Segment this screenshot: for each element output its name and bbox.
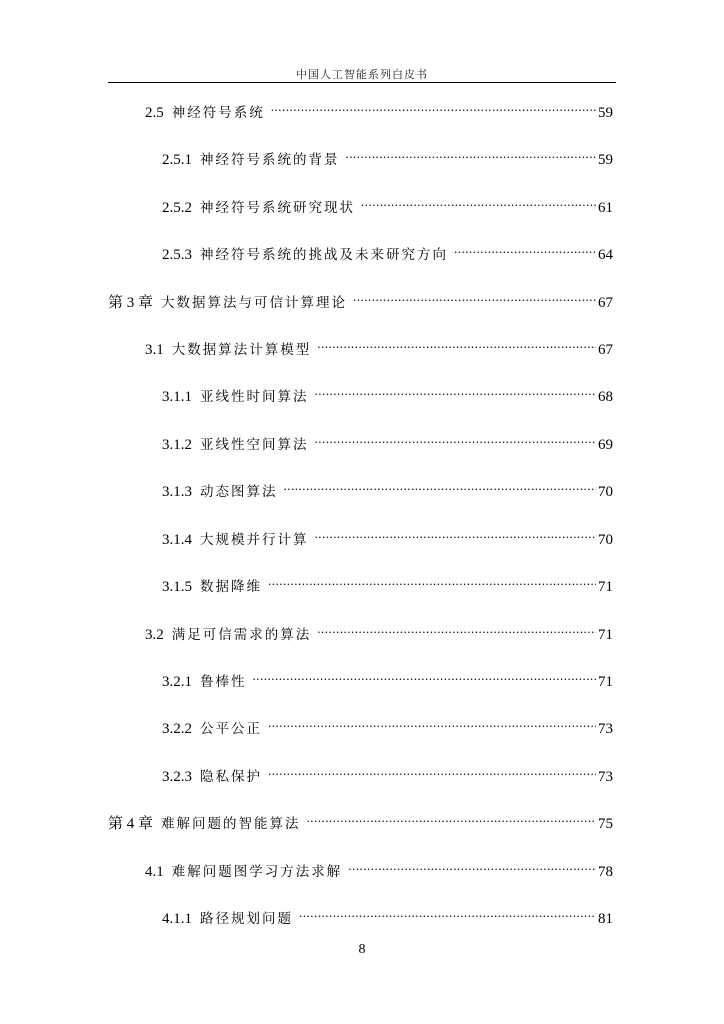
toc-entry[interactable] [145,97,613,121]
toc-entry-page: 73 [598,721,613,737]
toc-entry-title: 难解问题的智能算法 [161,816,301,832]
toc-entry-page: 69 [598,437,613,453]
toc-entry-number: 4.1.1 [162,911,192,927]
toc-dot-leader [307,808,596,828]
toc-dot-leader [315,524,597,544]
toc-entry-page: 67 [598,342,613,358]
toc-entry-title: 大数据算法与可信计算理论 [161,295,348,311]
toc-entry-title: 亚线性空间算法 [200,437,309,453]
toc-dot-leader [268,571,596,591]
toc-entry-number: 第 4 章 [108,816,154,832]
toc-entry-title: 难解问题图学习方法求解 [171,864,343,880]
toc-dot-leader [346,144,597,164]
toc-entry-page: 59 [598,105,613,121]
toc-entry-page: 81 [598,911,613,927]
toc-entry[interactable] [162,239,613,263]
toc-entry[interactable] [162,761,613,785]
toc-entry[interactable] [145,619,613,643]
toc-entry-title: 动态图算法 [200,484,278,500]
toc-entry-number: 3.1 [145,342,164,358]
toc-entry-number: 3.2.1 [162,674,192,690]
toc-entry-title: 鲁棒性 [200,674,247,690]
toc-entry-page: 59 [598,152,613,168]
toc-entry-number: 2.5.3 [162,247,192,263]
toc-entry-number: 4.1 [145,864,164,880]
running-header: 中国人工智能系列白皮书 [296,68,428,81]
toc-entry[interactable] [162,429,613,453]
toc-entry-page: 78 [598,864,613,880]
toc-entry-title: 路径规划问题 [200,911,293,927]
toc-entry-number: 3.1.3 [162,484,192,500]
toc-entry-page: 70 [598,484,613,500]
toc-entry[interactable] [162,476,613,500]
toc-entry[interactable] [108,808,613,832]
toc-entry[interactable] [162,524,613,548]
toc-entry-title: 大数据算法计算模型 [171,342,312,358]
toc-entry[interactable] [162,903,613,927]
toc-entry-number: 3.1.4 [162,532,192,548]
toc-entry[interactable] [162,571,613,595]
toc-entry-title: 神经符号系统 [171,105,265,121]
toc-dot-leader [361,192,596,212]
toc-dot-leader [315,429,597,449]
toc-entry-number: 3.1.5 [162,579,192,595]
toc-entry-title: 神经符号系统的背景 [200,152,340,168]
toc-entry-number: 2.5 [145,105,164,121]
toc-entry[interactable] [162,713,613,737]
toc-dot-leader [454,239,596,259]
toc-entry-page: 64 [598,247,613,263]
toc-dot-leader [253,666,597,686]
toc-dot-leader [353,287,596,307]
toc-entry-title: 公平公正 [200,721,262,737]
toc-entry-page: 75 [598,816,613,832]
toc-dot-leader [317,619,596,639]
toc-entry-number: 2.5.2 [162,200,192,216]
toc-entry[interactable] [162,144,613,168]
toc-entry[interactable] [145,856,613,880]
toc-dot-leader [348,856,596,876]
toc-entry-title: 神经符号系统的挑战及未来研究方向 [200,247,448,263]
toc-entry-page: 70 [598,532,613,548]
toc-entry-number: 3.2.3 [162,769,192,785]
header-rule [108,82,616,83]
page-number: 8 [358,942,366,957]
toc-entry-title: 大规模并行计算 [200,532,309,548]
toc-entry-page: 71 [598,674,613,690]
toc-dot-leader [268,761,596,781]
toc-entry-page: 67 [598,295,613,311]
toc-entry-title: 满足可信需求的算法 [171,627,312,643]
toc-dot-leader [284,476,597,496]
toc-dot-leader [268,713,596,733]
toc-entry-page: 61 [598,200,613,216]
toc-entry-page: 71 [598,627,613,643]
toc-entry-number: 第 3 章 [108,295,154,311]
toc-entry-number: 3.1.2 [162,437,192,453]
toc-entry[interactable] [162,381,613,405]
toc-entry-title: 数据降维 [200,579,262,595]
toc-dot-leader [271,97,596,117]
toc-entry[interactable] [162,192,613,216]
toc-entry-number: 3.2 [145,627,164,643]
toc-entry-number: 2.5.1 [162,152,192,168]
toc-entry-title: 隐私保护 [200,769,262,785]
toc-dot-leader [317,334,596,354]
toc-entry-title: 神经符号系统研究现状 [200,200,355,216]
toc-entry-number: 3.1.1 [162,389,192,405]
toc-entry-page: 71 [598,579,613,595]
toc-entry[interactable] [108,287,613,311]
toc-entry-number: 3.2.2 [162,721,192,737]
toc-entry-title: 亚线性时间算法 [200,389,309,405]
toc-entry[interactable] [162,666,613,690]
toc-entry[interactable] [145,334,613,358]
toc-entry-page: 73 [598,769,613,785]
toc-dot-leader [299,903,596,923]
toc-entry-page: 68 [598,389,613,405]
toc-dot-leader [315,381,597,401]
